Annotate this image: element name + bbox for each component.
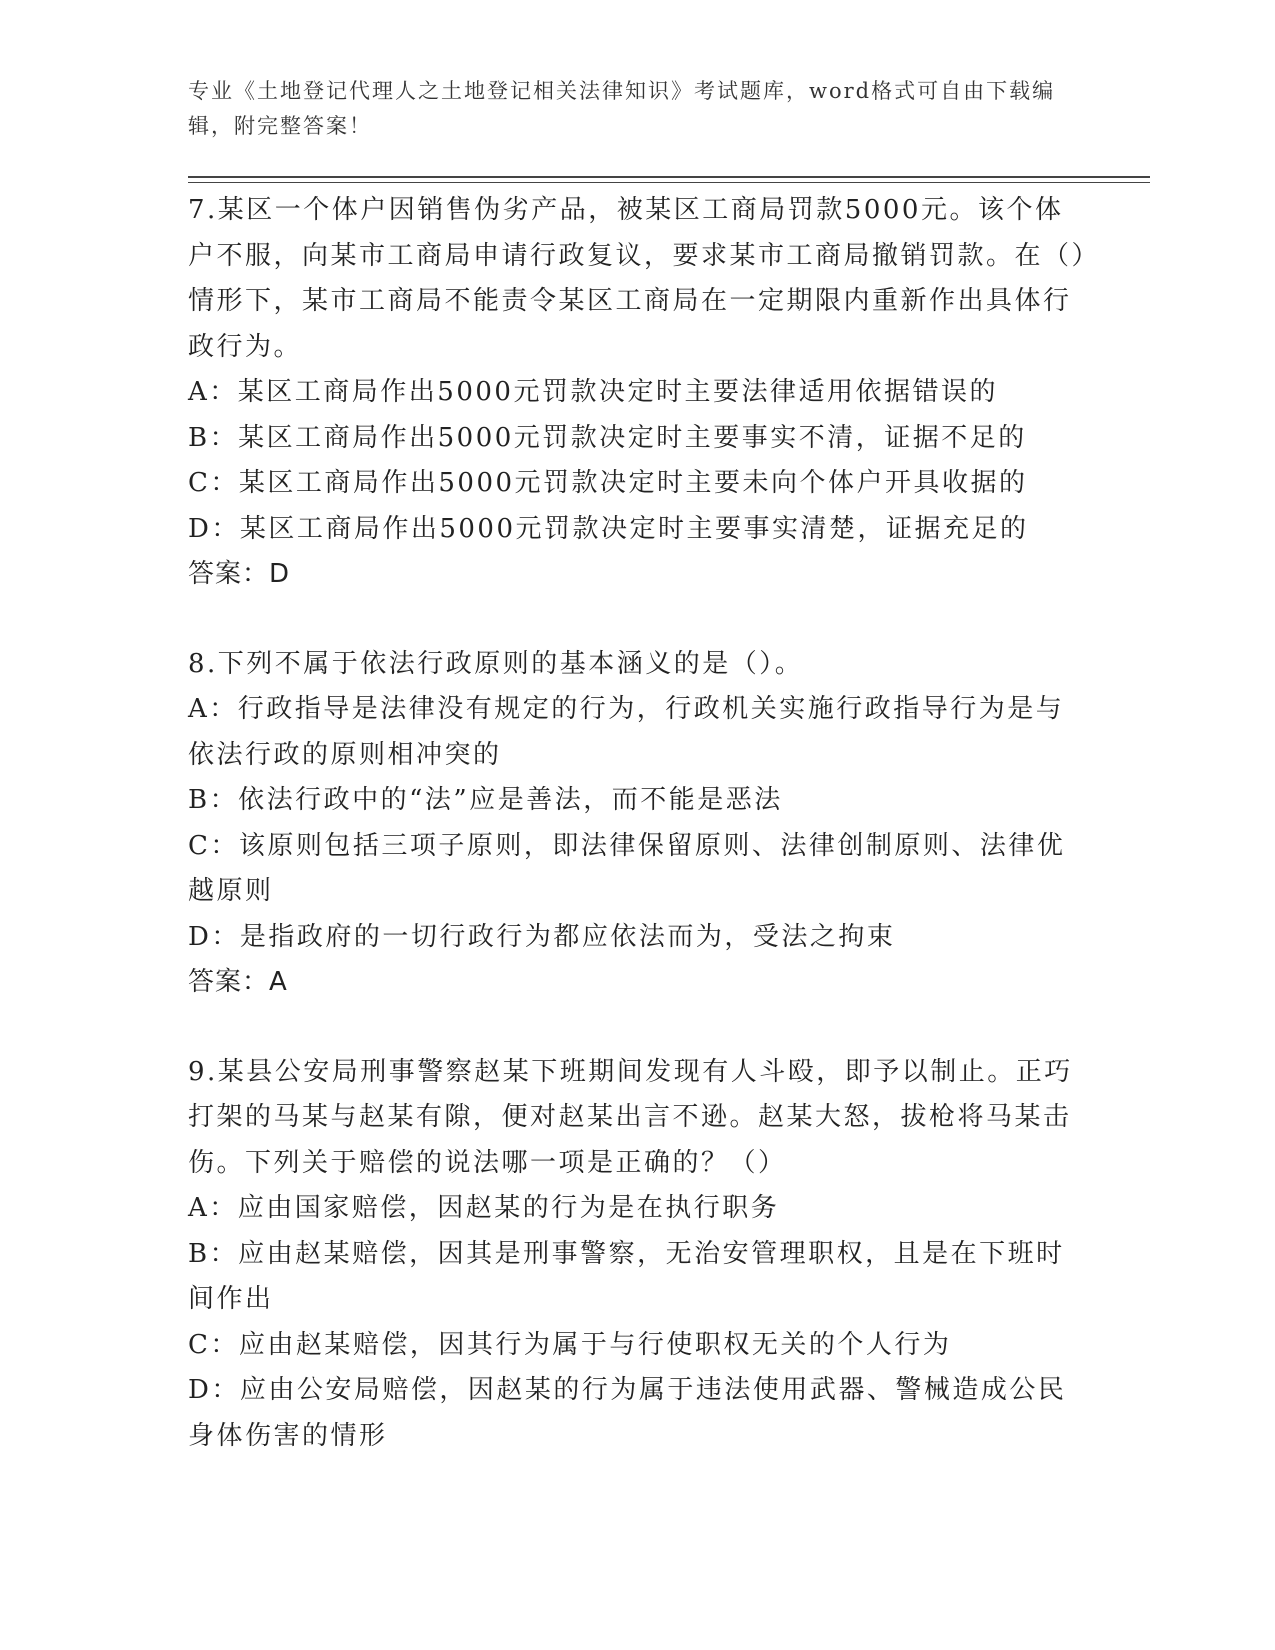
- answer-line: 答案：D: [188, 559, 291, 589]
- option-c: C：某区工商局作出5000元罚款决定时主要未向个体户开具收据的: [188, 468, 1028, 498]
- option-b: B：应由赵某赔偿，因其是刑事警察，无治安管理职权，且是在下班时间作出: [188, 1238, 1065, 1314]
- option-d: D：某区工商局作出5000元罚款决定时主要事实清楚，证据充足的: [188, 513, 1029, 544]
- option-c: C：该原则包括三项子原则，即法律保留原则、法律创制原则、法律优越原则: [188, 830, 1066, 906]
- option-b: B：依法行政中的“法”应是善法，而不能是恶法: [188, 785, 783, 815]
- question-stem: 8.下列不属于依法行政原则的基本涵义的是（）。: [188, 648, 804, 679]
- question-spacer: [188, 1006, 1088, 1050]
- option-c: C：应由赵某赔偿，因其行为属于与行使职权无关的个人行为: [188, 1329, 952, 1360]
- option-a: A：某区工商局作出5000元罚款决定时主要法律适用依据错误的: [188, 377, 998, 407]
- question-stem: 9.某县公安局刑事警察赵某下班期间发现有人斗殴，即予以制止。正巧打架的马某与赵某有隙，便对赵某出言不逊。赵某大怒，拔枪将马某击伤。下列关于赔偿的说法哪一项是正确的？（）: [188, 1056, 1073, 1178]
- question-list: [188, 188, 1088, 1459]
- answer-line: 答案：A: [188, 967, 288, 997]
- question-stem: 7.某区一个体户因销售伪劣产品，被某区工商局罚款5000元。该个体户不服，向某市工商局申请行政复议，要求某市工商局撤销罚款。在（）情形下，某市工商局不能责令某区工商局在一定期限内重新作出具体行政行为。: [188, 195, 1088, 362]
- option-a: A：应由国家赔偿，因赵某的行为是在执行职务: [188, 1193, 780, 1223]
- header-divider-thin: [188, 182, 1150, 183]
- option-d: D：应由公安局赔偿，因赵某的行为属于违法使用武器、警械造成公民身体伤害的情形: [188, 1375, 1067, 1451]
- question-9: [188, 1050, 1088, 1460]
- option-d: D：是指政府的一切行政行为都应依法而为，受法之拘束: [188, 921, 896, 952]
- question-8: [188, 642, 1088, 1006]
- header-divider-thick: [188, 176, 1150, 178]
- document-header: 专业《土地登记代理人之土地登记相关法律知识》考试题库，word格式可自由下载编辑，附完整答案！: [188, 79, 1056, 138]
- question-7: [188, 188, 1088, 598]
- option-b: B：某区工商局作出5000元罚款决定时主要事实不清，证据不足的: [188, 422, 1027, 453]
- question-spacer: [188, 598, 1088, 642]
- option-a: A：行政指导是法律没有规定的行为，行政机关实施行政指导行为是与依法行政的原则相冲突的: [188, 694, 1065, 770]
